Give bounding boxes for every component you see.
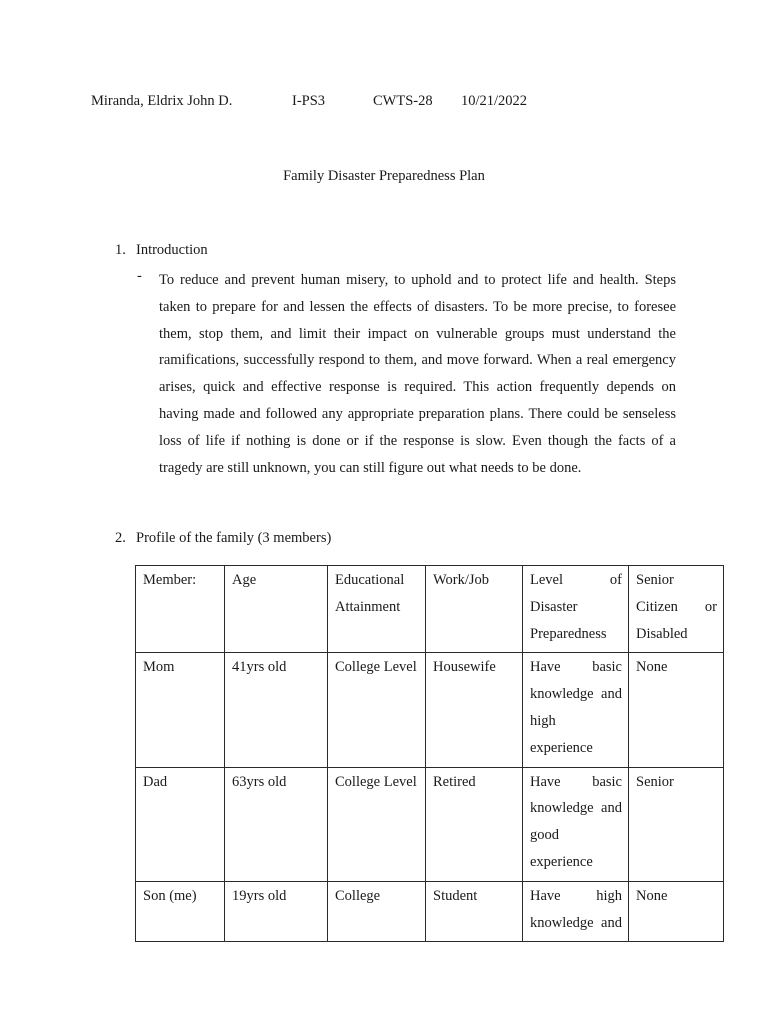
- header-course-code: CWTS-28: [373, 93, 433, 109]
- cell-work: Student: [426, 881, 523, 942]
- cell-member: Dad: [136, 767, 225, 881]
- section-heading-introduction: Introduction: [136, 242, 208, 258]
- introduction-paragraph: To reduce and prevent human misery, to uphold and to protect life and health. Steps taken to prepare for and lessen the effects of disasters. To be more precise, to foresee them, stop them, and limit their impact on vulnerable groups must understand the ramifications, successfully respond to them, and move forward. When a real emergency arises, quick and effective response is required. This action frequently depends on having made and followed any appropriate preparation plans. There could be senseless loss of life if nothing is done or if the response is slow. Even though the facts of a tragedy are still unknown, you can still figure out what needs to be done.: [159, 272, 676, 476]
- header-cell-work: Work/Job: [426, 566, 523, 653]
- family-profile-table: [135, 565, 724, 942]
- document-title: Family Disaster Preparedness Plan: [283, 168, 485, 184]
- cell-member: Mom: [136, 653, 225, 767]
- cell-education: College Level: [328, 653, 426, 767]
- section-number-1: 1.: [115, 242, 126, 258]
- cell-senior-disabled: None: [629, 881, 724, 942]
- table-header-row: [136, 566, 724, 653]
- header-name: Miranda, Eldrix John D.: [91, 93, 233, 109]
- cell-member: Son (me): [136, 881, 225, 942]
- cell-work: Retired: [426, 767, 523, 881]
- header-cell-education: Educational Attainment: [328, 566, 426, 653]
- cell-senior-disabled: None: [629, 653, 724, 767]
- cell-preparedness: Have basic knowledge and high experience: [523, 653, 629, 767]
- bullet-dash: -: [137, 268, 142, 284]
- header-date: 10/21/2022: [461, 93, 528, 109]
- cell-work: Housewife: [426, 653, 523, 767]
- cell-age: 41yrs old: [225, 653, 328, 767]
- section-heading-family-profile: Profile of the family (3 members): [136, 530, 332, 546]
- header-cell-preparedness: Level of Disaster Preparedness: [523, 566, 629, 653]
- cell-education: College Level: [328, 767, 426, 881]
- table-row: [136, 881, 724, 942]
- header-section: I-PS3: [292, 93, 326, 109]
- header-cell-member: Member:: [136, 566, 225, 653]
- header-cell-senior-disabled: Senior Citizen or Disabled: [629, 566, 724, 653]
- cell-age: 63yrs old: [225, 767, 328, 881]
- cell-senior-disabled: Senior: [629, 767, 724, 881]
- cell-preparedness: Have high knowledge and: [523, 881, 629, 942]
- table-row: [136, 653, 724, 767]
- cell-preparedness: Have basic knowledge and good experience: [523, 767, 629, 881]
- table-row: [136, 767, 724, 881]
- section-number-2: 2.: [115, 530, 126, 546]
- cell-education: College: [328, 881, 426, 942]
- cell-age: 19yrs old: [225, 881, 328, 942]
- header-cell-age: Age: [225, 566, 328, 653]
